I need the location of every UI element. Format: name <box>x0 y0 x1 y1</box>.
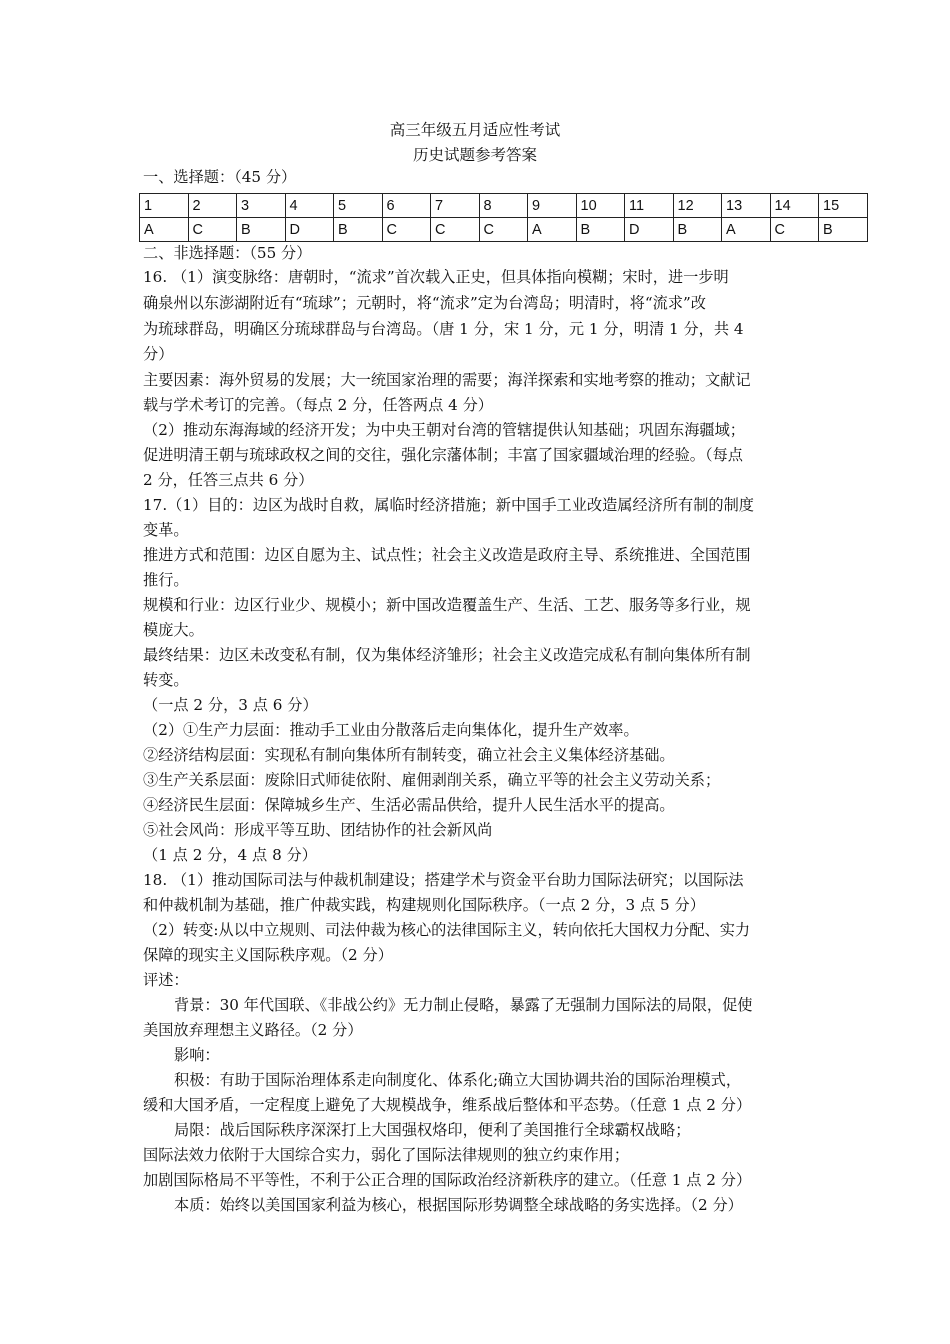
answer-cell: C <box>770 218 819 242</box>
table-row-answers <box>140 218 868 242</box>
answer-line: 17.（1）目的：边区为战时自救，属临时经济措施；新中国手工业改造属经济所有制的制度 <box>143 496 754 514</box>
exam-subtitle: 历史试题参考答案 <box>412 146 537 164</box>
question-number: 8 <box>479 194 528 218</box>
answer-line: （2）①生产力层面：推动手工业由分散落后走向集体化，提升生产效率。 <box>143 721 639 739</box>
answer-cell: B <box>334 218 383 242</box>
answer-line: 规模和行业：边区行业少、规模小；新中国改造覆盖生产、生活、工艺、服务等多行业，规 <box>143 596 751 614</box>
answer-line: （1 点 2 分，4 点 8 分） <box>143 846 317 864</box>
question-number: 13 <box>722 194 771 218</box>
answer-line: 18. （1）推动国际司法与仲裁机制建设；搭建学术与资金平台助力国际法研究；以国际法 <box>143 871 744 889</box>
answer-line: 美国放弃理想主义路径。（2 分） <box>143 1021 363 1039</box>
answer-cell: C <box>382 218 431 242</box>
question-number: 4 <box>285 194 334 218</box>
question-number: 6 <box>382 194 431 218</box>
answer-line: ②经济结构层面：实现私有制向集体所有制转变，确立社会主义集体经济基础。 <box>143 746 675 764</box>
answer-line: （一点 2 分，3 点 6 分） <box>143 696 318 714</box>
answer-cell: D <box>625 218 674 242</box>
answer-line: 加剧国际格局不平等性，不利于公正合理的国际政治经济新秩序的建立。（任意 1 点 2 分） <box>143 1171 752 1189</box>
question-number: 11 <box>625 194 674 218</box>
answer-cell: A <box>722 218 771 242</box>
answer-line: 转变。 <box>143 671 189 689</box>
answer-line: 最终结果：边区未改变私有制，仅为集体经济雏形；社会主义改造完成私有制向集体所有制 <box>143 646 751 664</box>
answer-line: （2）推动东海海域的经济开发；为中央王朝对台湾的管辖提供认知基础；巩固东海疆域； <box>143 421 745 439</box>
section-2-heading: 二、非选择题：（55 分） <box>143 244 312 262</box>
question-number: 10 <box>576 194 625 218</box>
answer-line: 变革。 <box>143 521 189 539</box>
answer-line: 背景：30 年代国联、《非战公约》无力制止侵略，暴露了无强制力国际法的局限，促使 <box>174 996 753 1014</box>
answer-cell: D <box>285 218 334 242</box>
answer-line: ③生产关系层面：废除旧式师徒依附、雇佣剥削关系，确立平等的社会主义劳动关系； <box>143 771 721 789</box>
answer-line: ⑤社会风尚：形成平等互助、团结协作的社会新风尚 <box>143 821 493 839</box>
answer-line: 影响： <box>174 1046 220 1064</box>
answer-line: 促进明清王朝与琉球政权之间的交往，强化宗藩体制；丰富了国家疆域治理的经验。（每点 <box>143 446 743 464</box>
answer-cell: B <box>819 218 868 242</box>
section-1-heading: 一、选择题：（45 分） <box>143 168 297 186</box>
answer-line: 16. （1）演变脉络：唐朝时，“流求”首次载入正史，但具体指向模糊；宋时，进一步明 <box>143 268 729 286</box>
question-number: 9 <box>528 194 577 218</box>
answer-table <box>139 193 868 242</box>
question-number: 15 <box>819 194 868 218</box>
answer-line: 本质：始终以美国国家利益为核心，根据国际形势调整全球战略的务实选择。（2 分） <box>174 1196 743 1214</box>
answer-line: 积极：有助于国际治理体系走向制度化、体系化;确立大国协调共治的国际治理模式， <box>174 1071 742 1089</box>
answer-line: （2）转变:从以中立规则、司法仲裁为核心的法律国际主义，转向依托大国权力分配、实力 <box>143 921 751 939</box>
question-number: 1 <box>140 194 189 218</box>
question-number: 14 <box>770 194 819 218</box>
answer-cell: C <box>188 218 237 242</box>
table-row-numbers <box>140 194 868 218</box>
answer-cell: C <box>479 218 528 242</box>
answer-line: 载与学术考订的完善。（每点 2 分，任答两点 4 分） <box>143 396 493 414</box>
answer-line: 分） <box>143 345 174 363</box>
answer-line: 缓和大国矛盾，一定程度上避免了大规模战争，维系战后整体和平态势。（任意 1 点 2 分） <box>143 1096 752 1114</box>
answer-line: 2 分，任答三点共 6 分） <box>143 471 314 489</box>
answer-line: 国际法效力依附于大国综合实力，弱化了国际法律规则的独立约束作用； <box>143 1146 629 1164</box>
answer-line: 模庞大。 <box>143 621 204 639</box>
answer-cell: A <box>140 218 189 242</box>
answer-line: 推进方式和范围：边区自愿为主、试点性；社会主义改造是政府主导、系统推进、全国范围 <box>143 546 751 564</box>
answer-line: 保障的现实主义国际秩序观。（2 分） <box>143 946 393 964</box>
answer-line: 局限：战后国际秩序深深打上大国强权烙印，便利了美国推行全球霸权战略； <box>174 1121 691 1139</box>
answer-line: 确泉州以东澎湖附近有“琉球”；元朝时，将“流求”定为台湾岛；明清时，将“流求”改 <box>143 294 706 312</box>
answer-line: 评述： <box>143 971 189 989</box>
answer-cell: C <box>431 218 480 242</box>
question-number: 2 <box>188 194 237 218</box>
question-number: 3 <box>237 194 286 218</box>
exam-title: 高三年级五月适应性考试 <box>389 121 561 139</box>
answer-line: ④经济民生层面：保障城乡生产、生活必需品供给，提升人民生活水平的提高。 <box>143 796 675 814</box>
answer-cell: B <box>673 218 722 242</box>
question-number: 5 <box>334 194 383 218</box>
answer-cell: A <box>528 218 577 242</box>
answer-cell: B <box>576 218 625 242</box>
answer-cell: B <box>237 218 286 242</box>
answer-line: 为琉球群岛，明确区分琉球群岛与台湾岛。（唐 1 分，宋 1 分，元 1 分，明清 1 分，共 4 <box>143 320 744 338</box>
question-number: 12 <box>673 194 722 218</box>
answer-line: 和仲裁机制为基础，推广仲裁实践，构建规则化国际秩序。（一点 2 分，3 点 5 分） <box>143 896 705 914</box>
answer-line: 主要因素：海外贸易的发展；大一统国家治理的需要；海洋探索和实地考察的推动；文献记 <box>143 371 751 389</box>
answer-line: 推行。 <box>143 571 189 589</box>
question-number: 7 <box>431 194 480 218</box>
